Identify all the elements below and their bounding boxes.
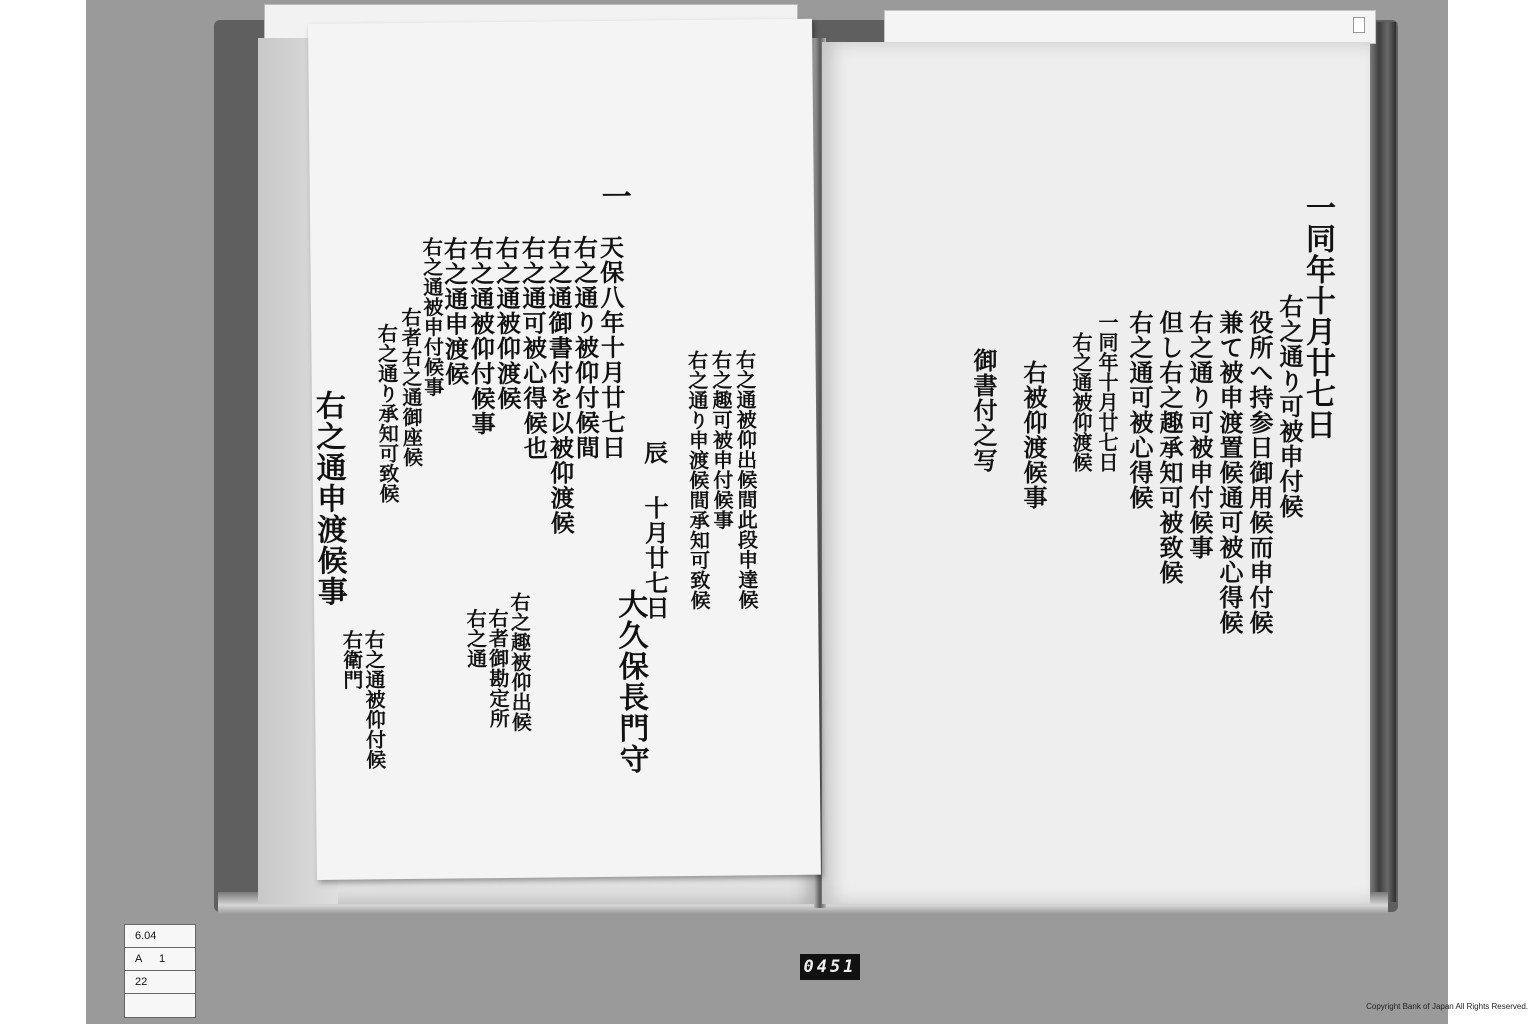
right-page-column-5: 但し右之趣承知可被致候 xyxy=(1155,310,1184,585)
archive-label-row-1: 6.04 xyxy=(125,925,195,948)
sheet-column-8: 右之通御書付を以被仰渡候 xyxy=(543,235,576,536)
right-page-column-7: 一同年十月廿七日 xyxy=(1095,312,1119,472)
right-page-column-2: 役所へ持参日御用候而申付候 xyxy=(1245,310,1274,635)
right-page-column-9: 右被仰渡候事 xyxy=(1019,360,1048,510)
frame-number: 0451 xyxy=(800,954,860,980)
archive-label-row-2 xyxy=(125,948,195,971)
right-page-column-6: 右之通可被心得候 xyxy=(1125,310,1154,510)
sheet-column-10: 右之通被仰渡候 xyxy=(491,235,523,412)
paper-tab xyxy=(1353,17,1365,33)
right-page xyxy=(822,42,1370,904)
archive-label-row-3: 22 xyxy=(125,971,195,994)
right-page-column-8: 右之通被仰渡候 xyxy=(1069,332,1093,472)
sheet-column-19: 右之通被仰付候 xyxy=(361,629,387,770)
sheet-column-21: 右之通申渡候事 xyxy=(309,389,348,607)
sheet-date-line: 辰 十月廿七日 xyxy=(639,440,671,621)
sheet-column-2: 右之趣可被申付候事 xyxy=(708,349,735,530)
sheet-column-3: 右之通り申渡候間承知可致候 xyxy=(684,349,712,611)
right-page-column-4: 右之通り可被申付候事 xyxy=(1185,310,1214,560)
right-page-column-3: 兼て被申渡置候通可被心得候 xyxy=(1215,310,1244,635)
sheet-column-13: 右之通被申付候事 xyxy=(419,236,445,397)
sheet-column-1: 右之通被仰出候間此段申達候 xyxy=(732,349,760,610)
sheet-column-16: 右之趣被仰出候 xyxy=(506,591,533,732)
sheet-column-11: 右之通被仰付候事 xyxy=(465,236,497,437)
inserted-document-sheet xyxy=(308,19,821,880)
sheet-column-7: 右之通り被仰付候間 xyxy=(569,234,601,461)
right-page-heading: 一同年十月廿七日 xyxy=(1300,192,1335,440)
sheet-column-18: 右之通 xyxy=(463,608,488,669)
right-top-paper-strip xyxy=(884,10,1376,44)
archive-label-volume: 1 xyxy=(159,953,166,965)
archive-label-row-4 xyxy=(125,994,195,1016)
sheet-column-6: 天保八年十月廿七日 xyxy=(595,234,627,460)
sheet-column-15: 右之通り承知可致候 xyxy=(374,323,401,504)
sheet-column-17: 右者御勘定所 xyxy=(485,607,511,729)
sheet-column-14: 右者右之通御座候 xyxy=(397,306,424,468)
right-page-column-1: 右之通り可被申付候 xyxy=(1275,294,1304,519)
sheet-signature: 大久保長門守 xyxy=(611,588,649,775)
sheet-column-12: 右之通申渡候 xyxy=(439,236,470,387)
copyright-notice: Copyright Bank of Japan All Rights Reserved. xyxy=(1366,1002,1528,1011)
right-page-column-10: 御書付之写 xyxy=(969,348,998,473)
sheet-heading: 一 xyxy=(595,180,631,212)
book-edge-right xyxy=(1368,22,1396,902)
archive-reference-label xyxy=(124,924,196,1018)
sheet-column-20: 右衛門 xyxy=(339,629,364,690)
archive-label-series: A xyxy=(135,953,143,965)
sheet-column-9: 右之通可被心得候也 xyxy=(517,235,549,461)
